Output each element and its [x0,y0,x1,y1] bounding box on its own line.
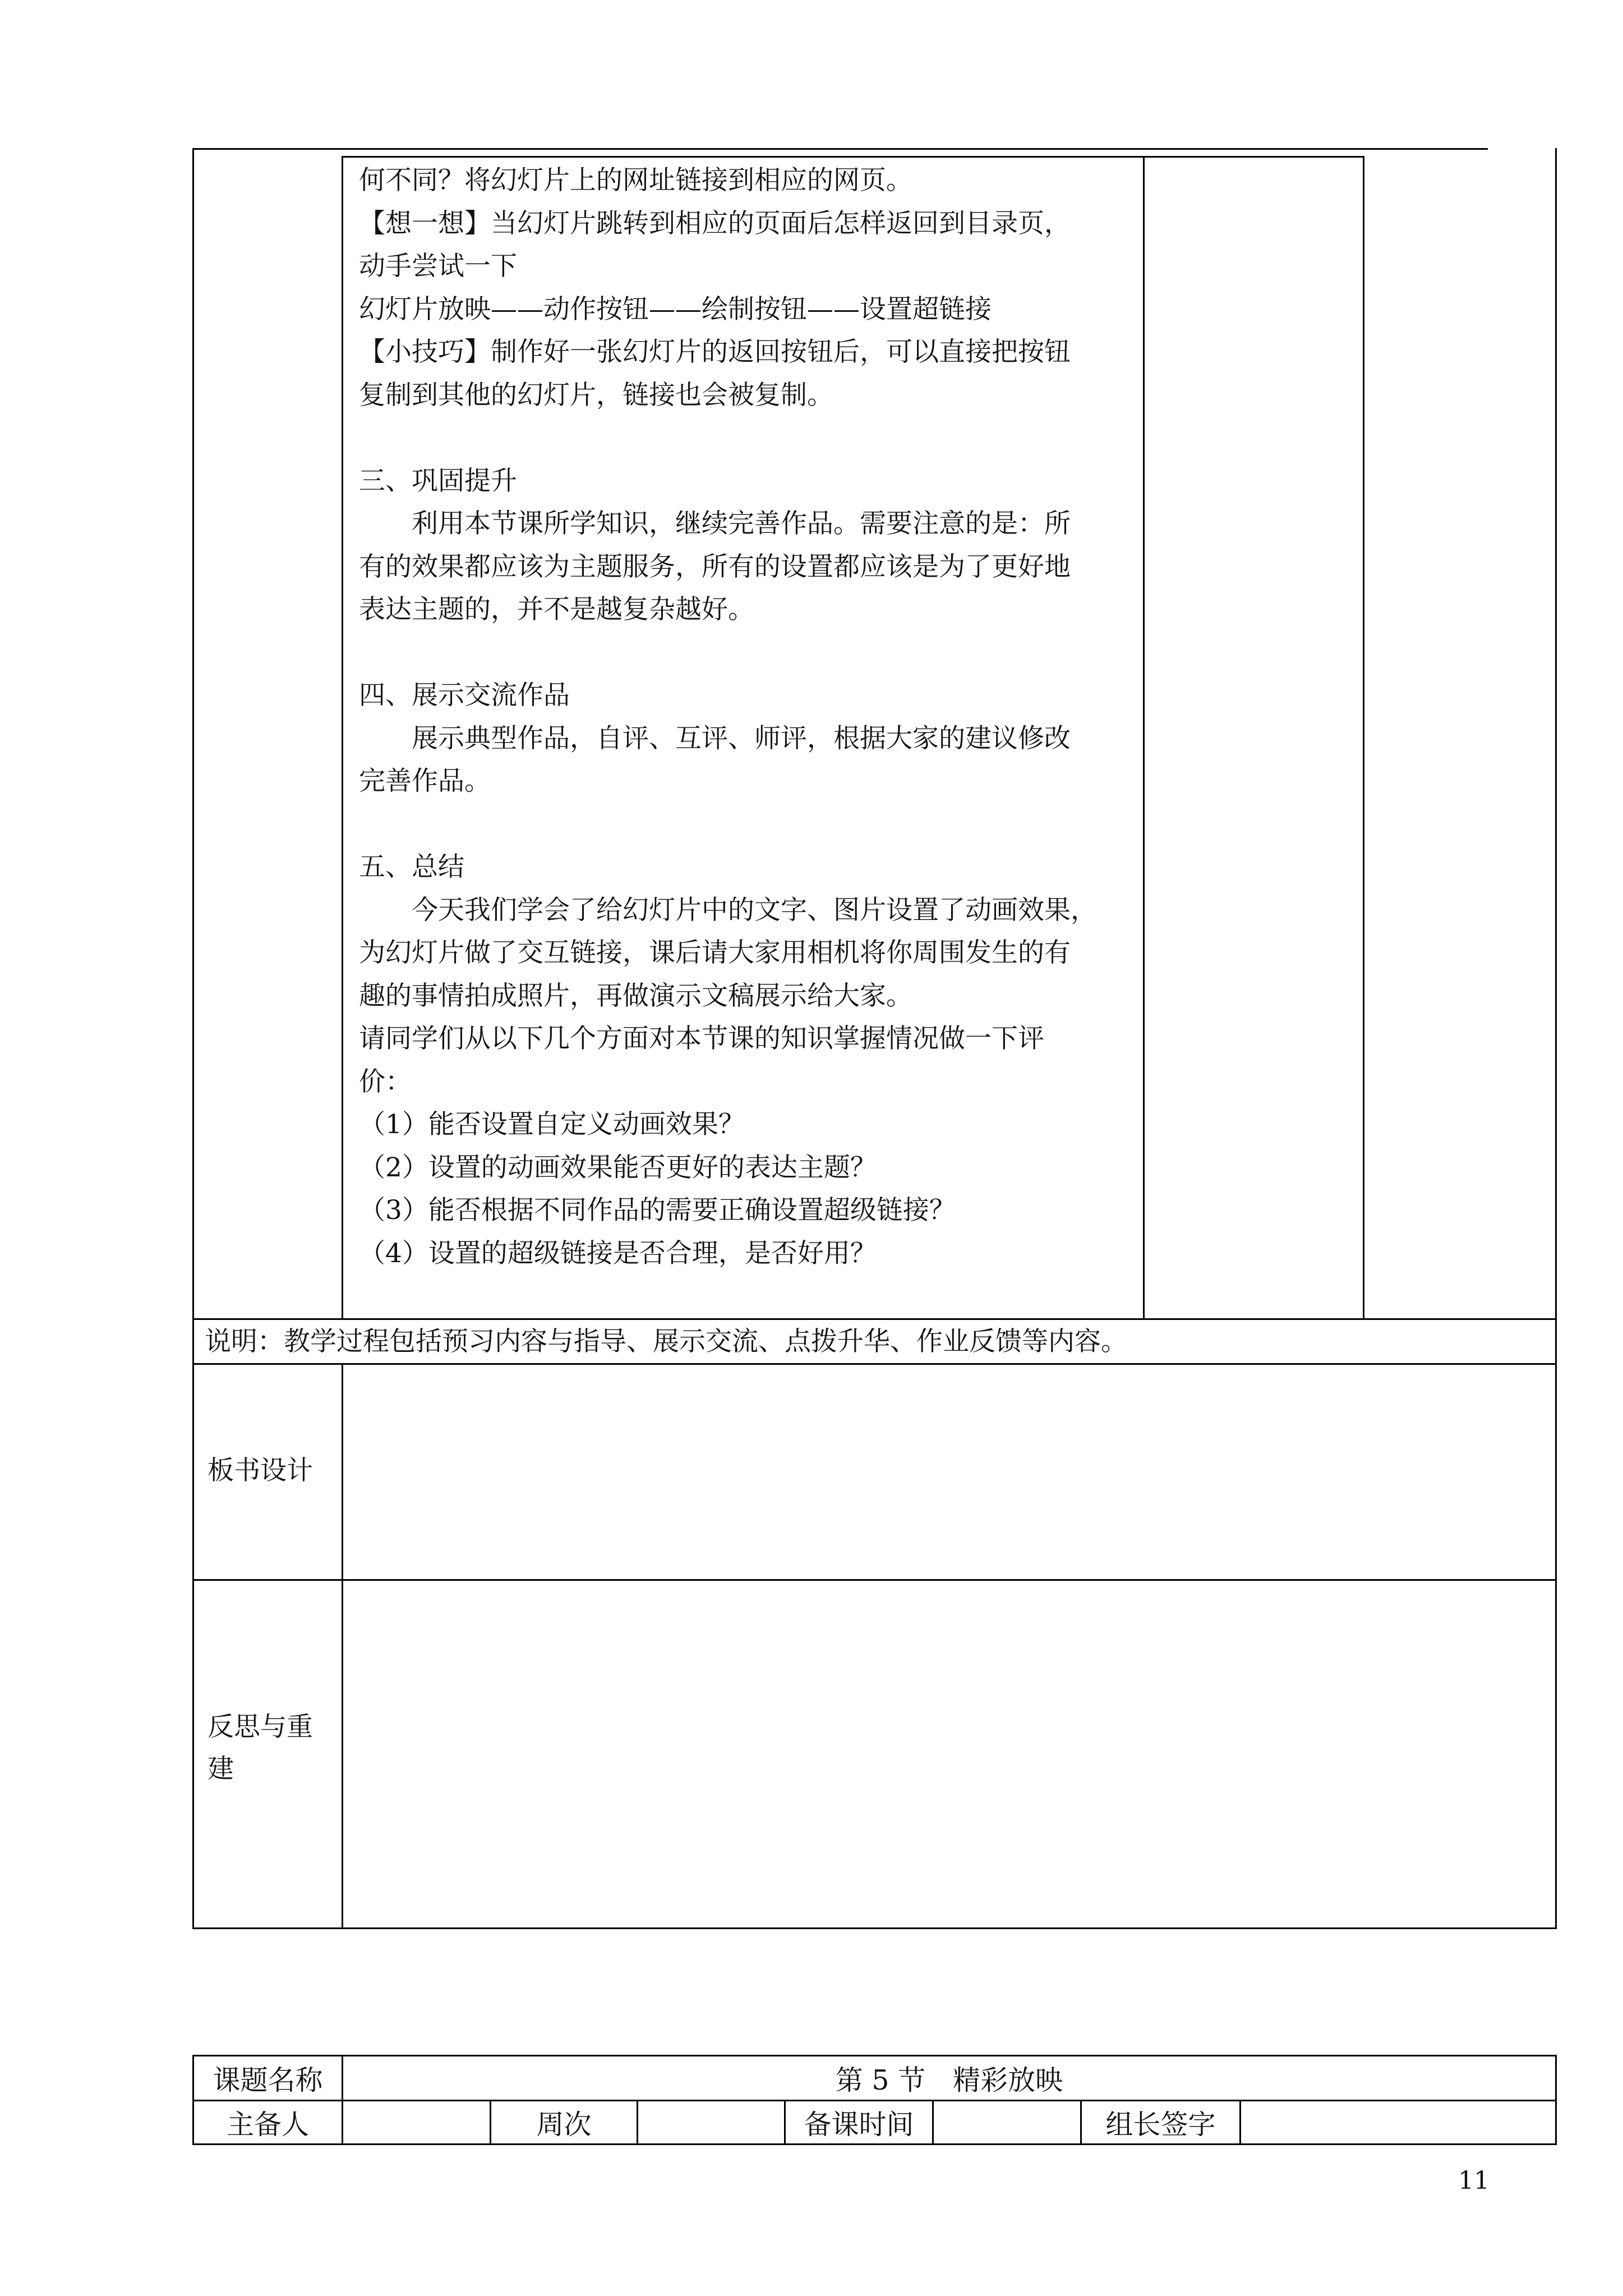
lower-table-bottom [192,2143,1557,2145]
content-line: 复制到其他的幻灯片，链接也会被复制。 [359,379,833,411]
page-number: 11 [1458,2166,1490,2195]
leader-sign-label: 组长签字 [1105,2108,1216,2141]
teaching-process-note: 说明：教学过程包括预习内容与指导、展示交流、点拨升华、作业反馈等内容。 [205,1326,1127,1357]
row-divider-note-bottom [192,1363,1557,1365]
content-line: 今天我们学会了给幻灯片中的文字、图片设置了动画效果， [359,894,1097,926]
content-line: 五、总结 [359,852,464,882]
content-line: （4）设置的超级链接是否合理，是否好用？ [359,1237,877,1269]
content-line: 完善作品。 [359,766,491,797]
label-column-divider [342,1363,343,1929]
content-line: （1）能否设置自定义动画效果？ [359,1109,745,1140]
header-rule [192,148,1488,150]
content-line: 表达主题的，并不是越复杂越好。 [359,594,754,625]
content-line: 四、展示交流作品 [359,680,570,711]
board-design-label: 板书设计 [208,1455,313,1486]
content-line: 利用本节课所学知识，继续完善作品。需要注意的是：所 [359,508,1071,539]
topic-value: 第 5 节 精彩放映 [835,2064,1063,2096]
table-bottom-border [192,1927,1557,1929]
lower-table-divider-5 [932,2100,934,2145]
lower-table-right [1555,2055,1557,2145]
content-line: 三、巩固提升 [359,465,517,496]
topic-label: 课题名称 [213,2064,323,2096]
preparer-label: 主备人 [226,2108,309,2141]
reflection-label-line2: 建 [208,1754,234,1784]
week-label: 周次 [536,2108,592,2141]
content-line: 何不同？将幻灯片上的网址链接到相应的网页。 [359,165,912,196]
lower-table-divider-3 [637,2100,638,2145]
content-line: 价： [359,1066,412,1097]
content-line: （3）能否根据不同作品的需要正确设置超级链接？ [359,1195,956,1226]
content-line: 有的效果都应该为主题服务，所有的设置都应该是为了更好地 [359,551,1071,582]
content-box-right [1143,156,1145,1318]
lower-table-divider-7 [1239,2100,1241,2145]
content-line: 【想一想】当幻灯片跳转到相应的页面后怎样返回到目录页， [359,208,1071,239]
table-right-border [1555,148,1557,1929]
row-divider-board-bottom [192,1579,1557,1581]
table-left-border [192,148,194,1929]
content-line: 展示典型作品，自评、互评、师评，根据大家的建议修改 [359,723,1071,754]
content-box-left [342,156,343,1318]
content-line: 动手尝试一下 [359,251,517,282]
content-box-top [342,156,1364,158]
content-line: 为幻灯片做了交互链接，课后请大家用相机将你周围发生的有 [359,937,1071,968]
content-line: （2）设置的动画效果能否更好的表达主题？ [359,1152,877,1183]
reflection-label-line1: 反思与重 [208,1711,313,1742]
notes-column-right [1363,156,1364,1318]
content-line: 趣的事情拍成照片，再做演示文稿展示给大家。 [359,980,912,1011]
content-line: 【小技巧】制作好一张幻灯片的返回按钮后，可以直接把按钮 [359,337,1071,367]
row-divider-note-top [192,1318,1557,1320]
prep-time-label: 备课时间 [804,2108,914,2141]
content-line: 请同学们从以下几个方面对本节课的知识掌握情况做一下评 [359,1023,1044,1054]
content-line: 幻灯片放映——动作按钮——绘制按钮——设置超链接 [359,293,992,325]
